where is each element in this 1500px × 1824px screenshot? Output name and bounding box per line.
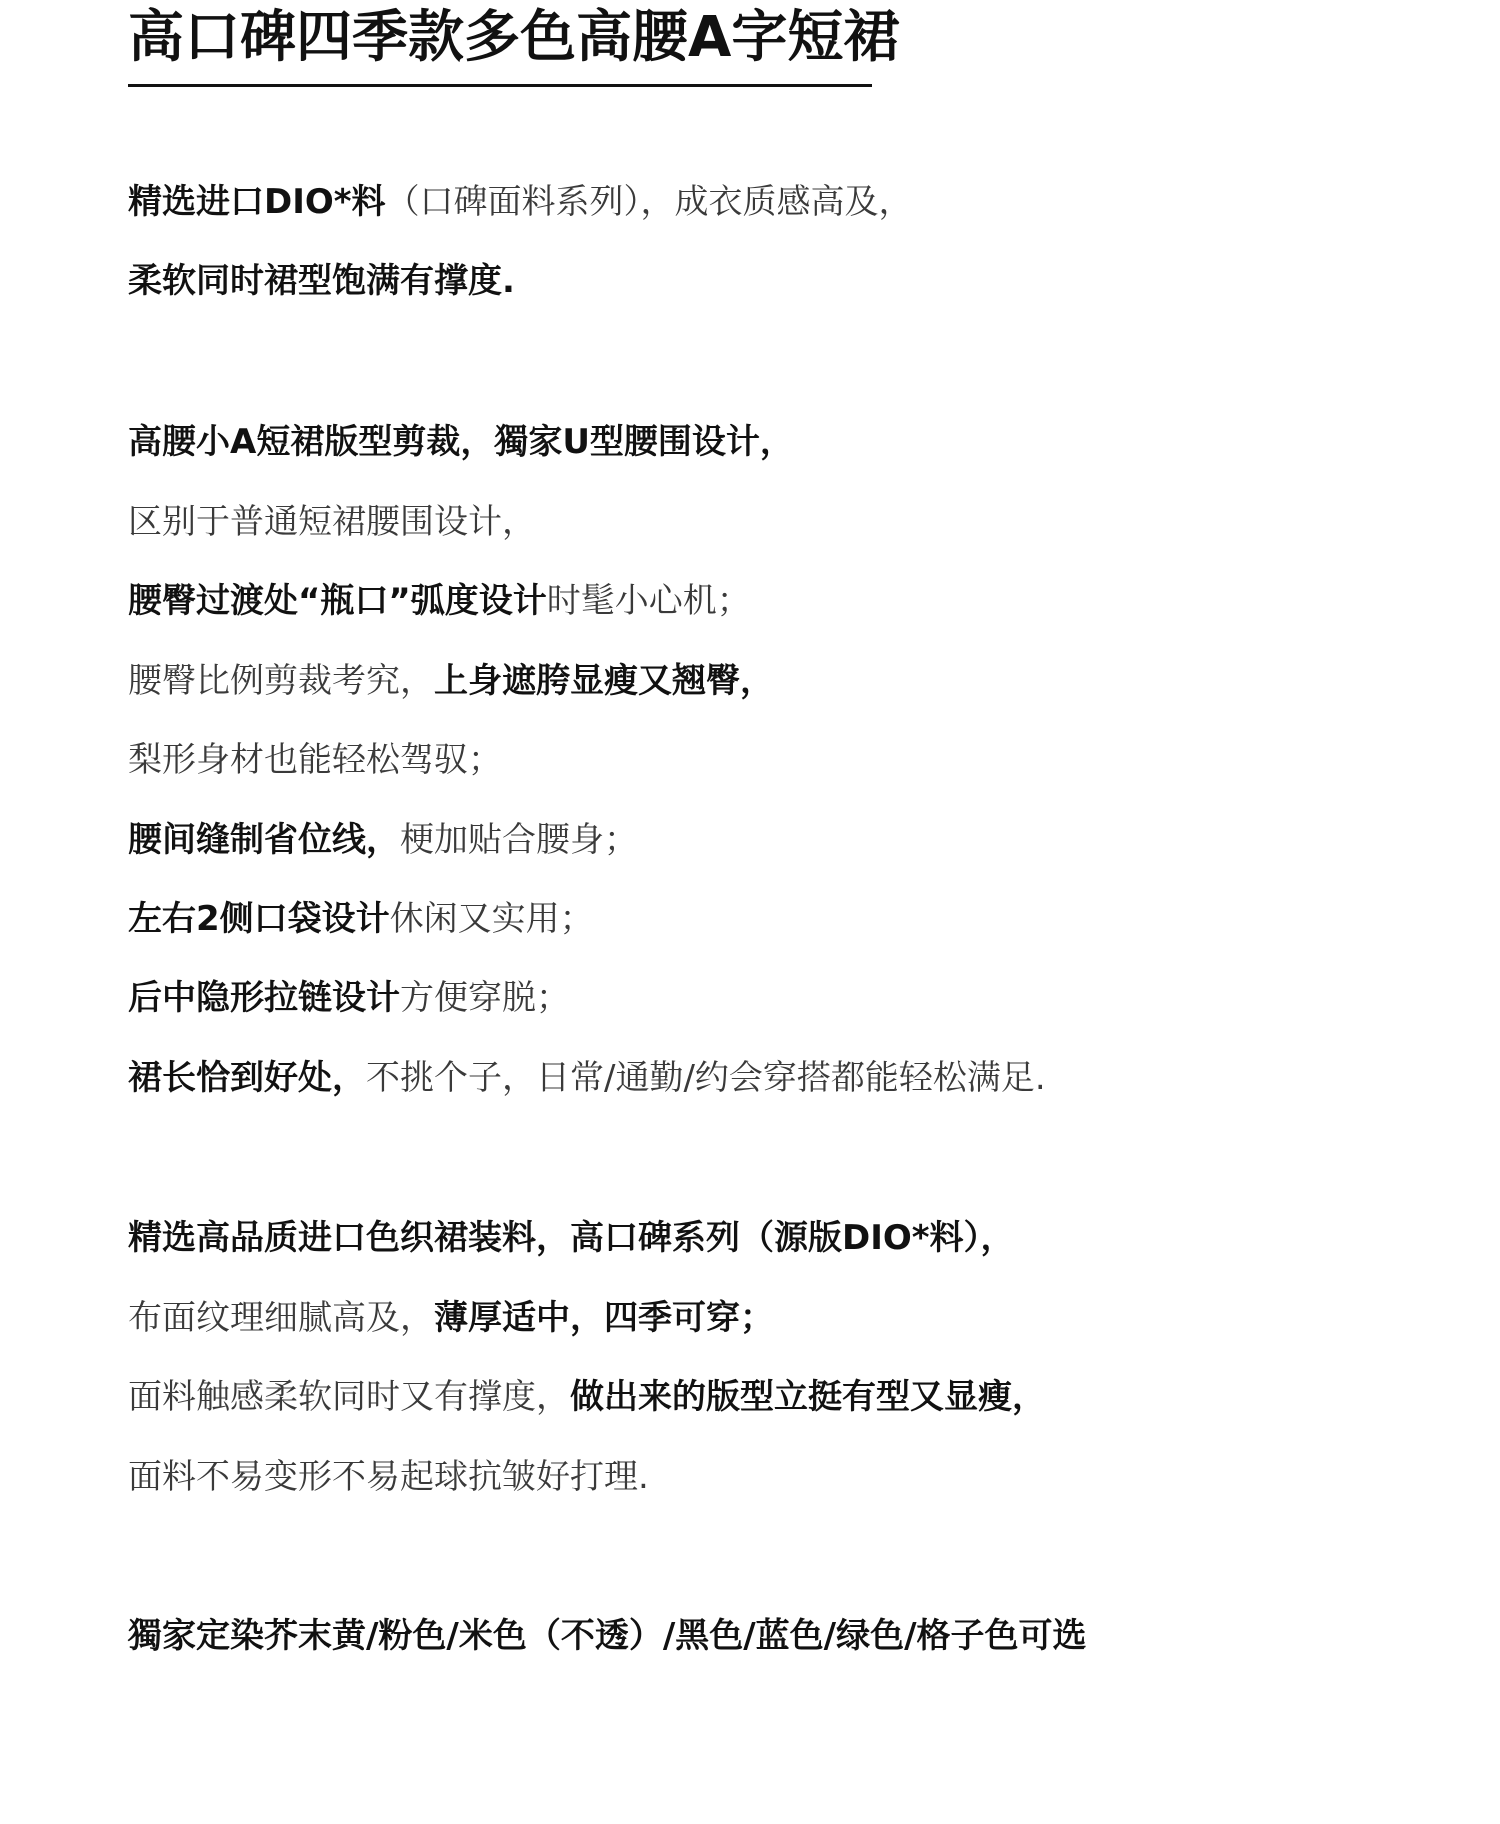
text-line — [128, 253, 515, 309]
text-span: 休闲又实用； — [389, 899, 594, 939]
text-line — [128, 1608, 1087, 1664]
text-line — [128, 1369, 1046, 1425]
text-span: 高腰小A短裙版型剪裁，獨家U型腰围设计， — [128, 422, 794, 462]
text-line — [128, 732, 502, 788]
text-line — [128, 653, 774, 709]
text-span: 精选高品质进口色织裙装料，高口碑系列（源版DIO*料）， — [128, 1218, 1015, 1258]
text-span: 腰臀过渡处“瓶口”弧度设计 — [128, 581, 547, 621]
text-line — [128, 891, 594, 947]
text-span: 梨形身材也能轻松驾驭； — [128, 740, 502, 780]
text-line — [128, 414, 794, 470]
text-span: 不挑个子，日常/通勤/约会穿搭都能轻松满足. — [366, 1058, 1046, 1098]
text-span: 上身遮胯显瘦又翘臀， — [434, 661, 774, 701]
text-span: 裙长恰到好处， — [128, 1058, 366, 1098]
text-line — [128, 1210, 1015, 1266]
text-span: （口碑面料系列），成衣质感高及， — [385, 182, 913, 222]
text-line — [128, 812, 638, 868]
text-span: 柔软同时裙型饱满有撑度. — [128, 261, 515, 301]
text-line — [128, 1449, 649, 1505]
text-line — [128, 494, 536, 550]
text-span: 时髦小心机； — [546, 581, 751, 621]
text-line — [128, 174, 913, 230]
title-underline — [128, 84, 872, 87]
text-span: 薄厚适中，四季可穿； — [434, 1298, 774, 1338]
text-span: 左右2侧口袋设计 — [128, 899, 390, 939]
page-title: 高口碑四季款多色高腰A字短裙 — [128, 5, 900, 70]
text-span: 区别于普通短裙腰围设计， — [128, 502, 536, 542]
text-span: 精选进口DIO*料 — [128, 182, 386, 222]
text-span: 方便穿脱； — [400, 978, 570, 1018]
text-span: 后中隐形拉链设计 — [128, 978, 400, 1018]
text-span: 腰间缝制省位线， — [128, 820, 400, 860]
text-span: 獨家定染芥末黄/粉色/米色（不透）/黑色/蓝色/绿色/格子色可选 — [128, 1616, 1087, 1656]
text-line — [128, 573, 751, 629]
text-span: 腰臀比例剪裁考究， — [128, 661, 434, 701]
text-line — [128, 1050, 1046, 1106]
text-line — [128, 1290, 774, 1346]
text-span: 面料不易变形不易起球抗皱好打理. — [128, 1457, 649, 1497]
text-span: 面料触感柔软同时又有撑度， — [128, 1377, 570, 1417]
text-span: 梗加贴合腰身； — [400, 820, 638, 860]
text-line — [128, 970, 570, 1026]
text-span: 做出来的版型立挺有型又显瘦， — [570, 1377, 1046, 1417]
text-span: 布面纹理细腻高及， — [128, 1298, 434, 1338]
